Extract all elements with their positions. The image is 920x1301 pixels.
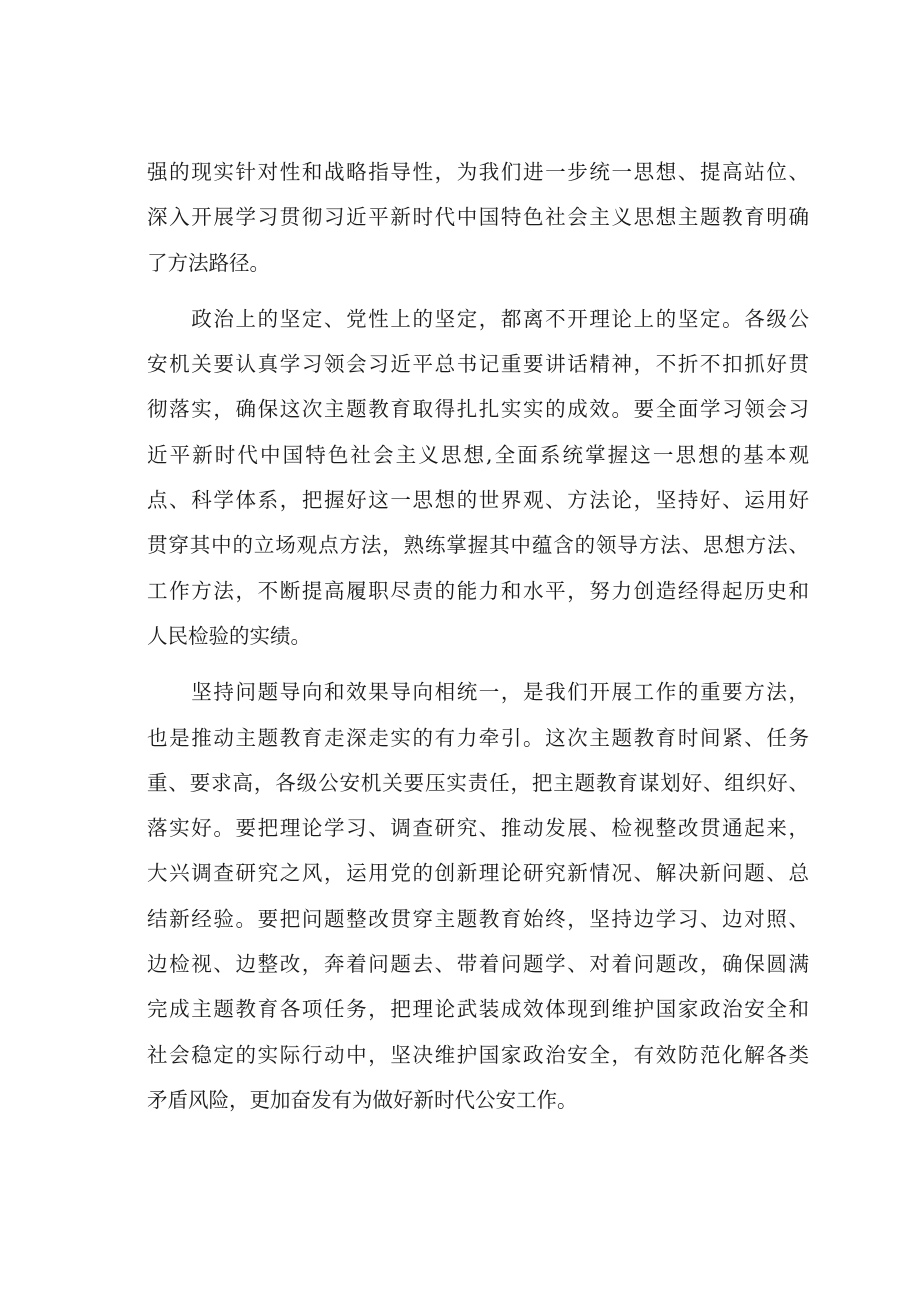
text-line: 工作方法，不断提高履职尽责的能力和水平，努力创造经得起历史和 [147, 578, 809, 603]
text-line: 完成主题教育各项任务，把理论武装成效体现到维护国家政治安全和 [147, 997, 809, 1022]
text-line: 点、科学体系，把握好这一思想的世界观、方法论，坚持好、运用好 [147, 488, 809, 513]
text-line: 深入开展学习贯彻习近平新时代中国特色社会主义思想主题教育明确 [147, 205, 809, 230]
text-line: 矛盾风险，更加奋发有为做好新时代公安工作。 [147, 1087, 578, 1112]
paragraph-3 [147, 670, 809, 1123]
text-line: 重、要求高，各级公安机关要压实责任，把主题教育谋划好、组织好、 [147, 770, 809, 795]
text-line: 结新经验。要把问题整改贯穿主题教育始终，坚持边学习、边对照、 [147, 906, 809, 931]
paragraph-2 [147, 297, 809, 659]
text-line: 政治上的坚定、党性上的坚定，都离不开理论上的坚定。各级公 [147, 306, 809, 331]
text-line: 也是推动主题教育走深走实的有力牵引。这次主题教育时间紧、任务 [147, 725, 809, 750]
text-line: 近平新时代中国特色社会主义思想,全面系统掌握这一思想的基本观 [147, 442, 809, 467]
text-line: 贯穿其中的立场观点方法，熟练掌握其中蕴含的领导方法、思想方法、 [147, 533, 809, 558]
text-line: 人民检验的实绩。 [147, 623, 311, 648]
text-line: 落实好。要把理论学习、调查研究、推动发展、检视整改贯通起来， [147, 816, 809, 841]
text-line: 社会稳定的实际行动中，坚决维护国家政治安全，有效防范化解各类 [147, 1042, 809, 1067]
text-line: 边检视、边整改，奔着问题去、带着问题学、对着问题改，确保圆满 [147, 952, 809, 977]
text-line: 安机关要认真学习领会习近平总书记重要讲话精神，不折不扣抓好贯 [147, 352, 809, 377]
text-line: 了方法路径。 [147, 250, 270, 275]
document-body [147, 150, 809, 1123]
paragraph-1 [147, 150, 809, 286]
text-line: 坚持问题导向和效果导向相统一，是我们开展工作的重要方法， [147, 680, 809, 705]
text-line: 彻落实，确保这次主题教育取得扎扎实实的成效。要全面学习领会习 [147, 397, 809, 422]
text-line: 大兴调查研究之风，运用党的创新理论研究新情况、解决新问题、总 [147, 861, 809, 886]
paragraph-gap [147, 659, 809, 670]
text-line: 强的现实针对性和战略指导性，为我们进一步统一思想、提高站位、 [147, 160, 809, 184]
paragraph-gap [147, 286, 809, 297]
